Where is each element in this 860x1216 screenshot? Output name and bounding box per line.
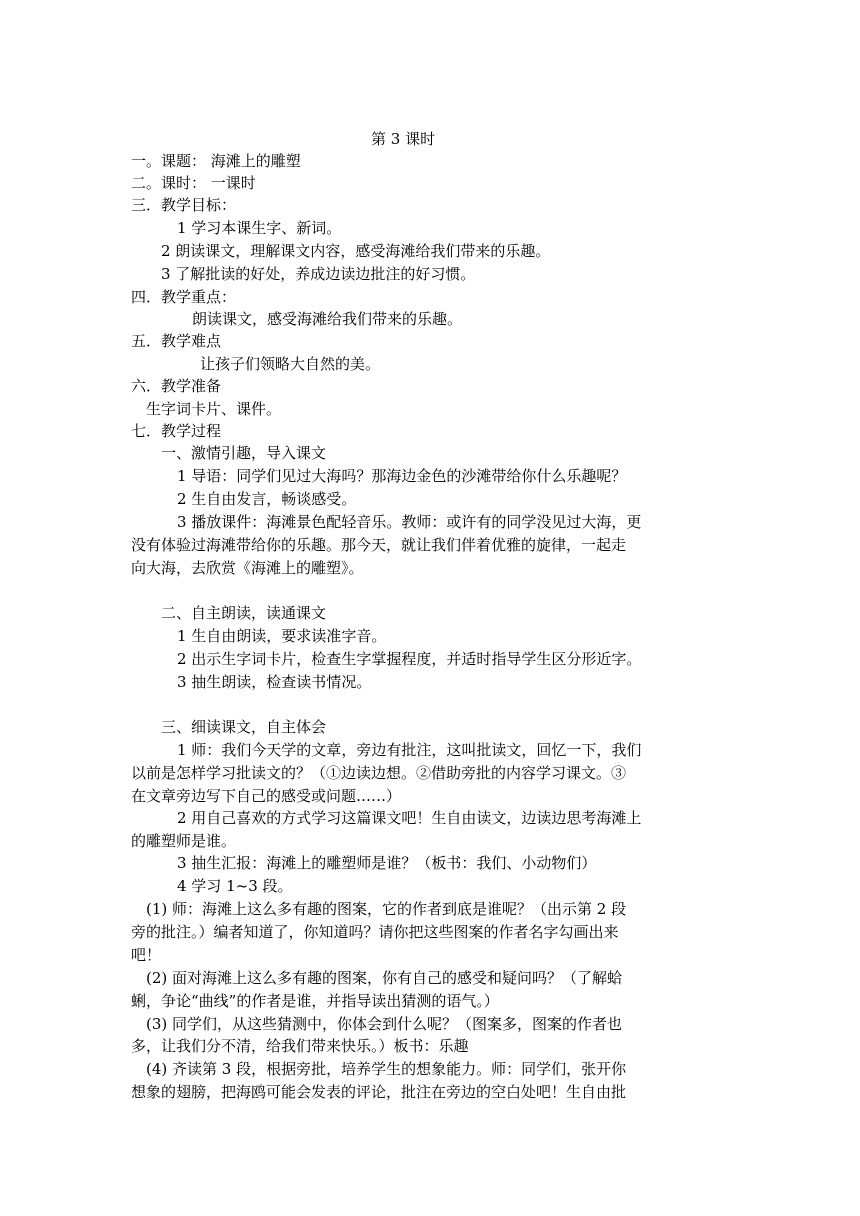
focus-text: 朗读课文，感受海滩给我们带来的乐趣。 — [192, 310, 463, 328]
process-item-continued: 没有体验过海滩带给你的乐趣。那今天，就让我们伴着优雅的旋律，一起走 — [131, 536, 627, 554]
process-item-continued: 在文章旁边写下自己的感受或问题……） — [131, 787, 402, 805]
process-subitem: (4) 齐读第 3 段，根据旁批，培养学生的想象能力。师：同学们，张开你 — [146, 1060, 627, 1078]
process-item: 1 生自由朗读，要求读准字音。 — [177, 627, 387, 645]
process-step-heading: 三、细读课文，自主体会 — [161, 718, 327, 736]
process-item-continued: 的雕塑师是谁。 — [131, 832, 237, 850]
process-item: 4 学习 1~3 段。 — [177, 877, 293, 895]
process-item: 3 抽生朗读，检查读书情况。 — [177, 673, 372, 691]
page-title: 第 3 课时 — [371, 130, 436, 148]
process-item: 2 出示生字词卡片，检查生字掌握程度，并适时指导学生区分形近字。 — [177, 650, 642, 668]
section-difficulty-heading: 五．教学难点 — [131, 332, 222, 350]
process-subitem-continued: 旁的批注。）编者知道了，你知道吗？请你把这些图案的作者名字勾画出来 — [131, 923, 619, 941]
process-item: 3 播放课件：海滩景色配轻音乐。教师：或许有的同学没见过大海，更 — [177, 513, 642, 531]
section-prep-heading: 六．教学准备 — [131, 377, 222, 395]
goal-item: 2 朗读课文，理解课文内容，感受海滩给我们带来的乐趣。 — [161, 242, 551, 260]
process-subitem: (2) 面对海滩上这么多有趣的图案，你有自己的感受和疑问吗？（了解蛤 — [146, 969, 623, 987]
goal-item: 3 了解批读的好处，养成边读边批注的好习惯。 — [161, 265, 476, 283]
goal-item: 1 学习本课生字、新词。 — [177, 219, 342, 237]
process-item: 1 导语：同学们见过大海吗？那海边金色的沙滩带给你什么乐趣呢？ — [177, 467, 627, 485]
process-subitem-continued: 多，让我们分不清，给我们带来快乐。）板书：乐趣 — [131, 1037, 469, 1055]
process-item: 1 师：我们今天学的文章，旁边有批注，这叫批读文，回忆一下，我们 — [177, 741, 642, 759]
process-step-heading: 二、自主朗读，读通课文 — [161, 604, 327, 622]
section-period: 二。课时： 一课时 — [131, 174, 256, 192]
process-subitem: (3) 同学们，从这些猜测中，你体会到什么呢？（图案多，图案的作者也 — [146, 1015, 623, 1033]
process-item-continued: 以前是怎样学习批读文的？（①边读边想。②借助旁批的内容学习课文。③ — [131, 764, 627, 782]
process-step-heading: 一、激情引趣，导入课文 — [161, 444, 327, 462]
process-item-continued: 向大海，去欣赏《海滩上的雕塑》。 — [131, 559, 364, 577]
process-item: 3 抽生汇报：海滩上的雕塑师是谁？（板书：我们、小动物们） — [177, 854, 597, 872]
process-subitem: (1) 师：海滩上这么多有趣的图案，它的作者到底是谁呢？（出示第 2 段 — [146, 900, 627, 918]
section-goals-heading: 三．教学目标： — [131, 196, 237, 214]
section-topic: 一。课题： 海滩上的雕塑 — [131, 152, 301, 170]
process-item: 2 生自由发言，畅谈感受。 — [177, 490, 357, 508]
process-subitem-continued: 蜊，争论“曲线”的作者是谁，并指导读出猜测的语气。） — [131, 992, 499, 1010]
difficulty-text: 让孩子们领略大自然的美。 — [200, 355, 381, 373]
section-focus-heading: 四．教学重点： — [131, 288, 237, 306]
section-process-heading: 七．教学过程 — [131, 422, 222, 440]
process-item: 2 用自己喜欢的方式学习这篇课文吧！生自由读文，边读边思考海滩上 — [177, 809, 642, 827]
prep-text: 生字词卡片、课件。 — [146, 400, 282, 418]
process-subitem-continued: 想象的翅膀，把海鸥可能会发表的评论，批注在旁边的空白处吧！生自由批 — [131, 1083, 627, 1101]
process-subitem-continued: 吧！ — [131, 946, 162, 964]
